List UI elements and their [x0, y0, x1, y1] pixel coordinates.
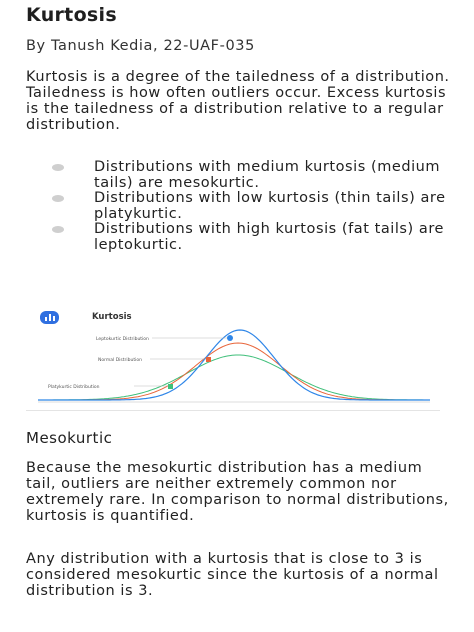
platykurtic-marker [168, 384, 173, 389]
list-item [50, 222, 450, 253]
platykurtic-label: Platykurtic Distribution [48, 385, 100, 390]
bullet-icon [52, 226, 64, 233]
bullet-icon [52, 195, 64, 202]
figure-title: Kurtosis [92, 312, 132, 322]
author-byline: By Tanush Kedia, 22-UAF-035 [26, 38, 255, 54]
list-item-text: Distributions with medium kurtosis (medium tails) are mesokurtic. [94, 159, 441, 191]
kurtosis-figure [26, 302, 440, 411]
normal-curve [38, 343, 430, 400]
distribution-curves [26, 302, 440, 410]
intro-paragraph: Kurtosis is a degree of the tailedness of a distribution. Tailedness is how often outliers occur. Excess kurtosis is the tailedness of a distribution relative to a regular distribution. [26, 69, 450, 133]
kurtosis-types-list [50, 160, 450, 253]
leptokurtic-marker [227, 335, 233, 341]
mesokurtic-paragraph-1: Because the mesokurtic distribution has a medium tail, outliers are neither extremely common nor extremely rare. In comparison to normal distributions, kurtosis is quantified. [26, 460, 449, 524]
mesokurtic-heading: Mesokurtic [26, 429, 113, 447]
mesokurtic-paragraph-2: Any distribution with a kurtosis that is close to 3 is considered mesokurtic since the kurtosis of a normal distribution is 3. [26, 551, 439, 599]
list-item [50, 160, 450, 191]
leptokurtic-label: Leptokurtic Distribution [96, 337, 149, 342]
bullet-icon [52, 164, 64, 171]
normal-marker [206, 357, 211, 362]
page-title: Kurtosis [26, 4, 117, 26]
list-item-text: Distributions with low kurtosis (thin tails) are platykurtic. [94, 190, 446, 222]
list-item-text: Distributions with high kurtosis (fat tails) are leptokurtic. [94, 221, 444, 253]
normal-label: Normal Distribution [98, 358, 142, 363]
list-item [50, 191, 450, 222]
platykurtic-curve [38, 355, 430, 400]
